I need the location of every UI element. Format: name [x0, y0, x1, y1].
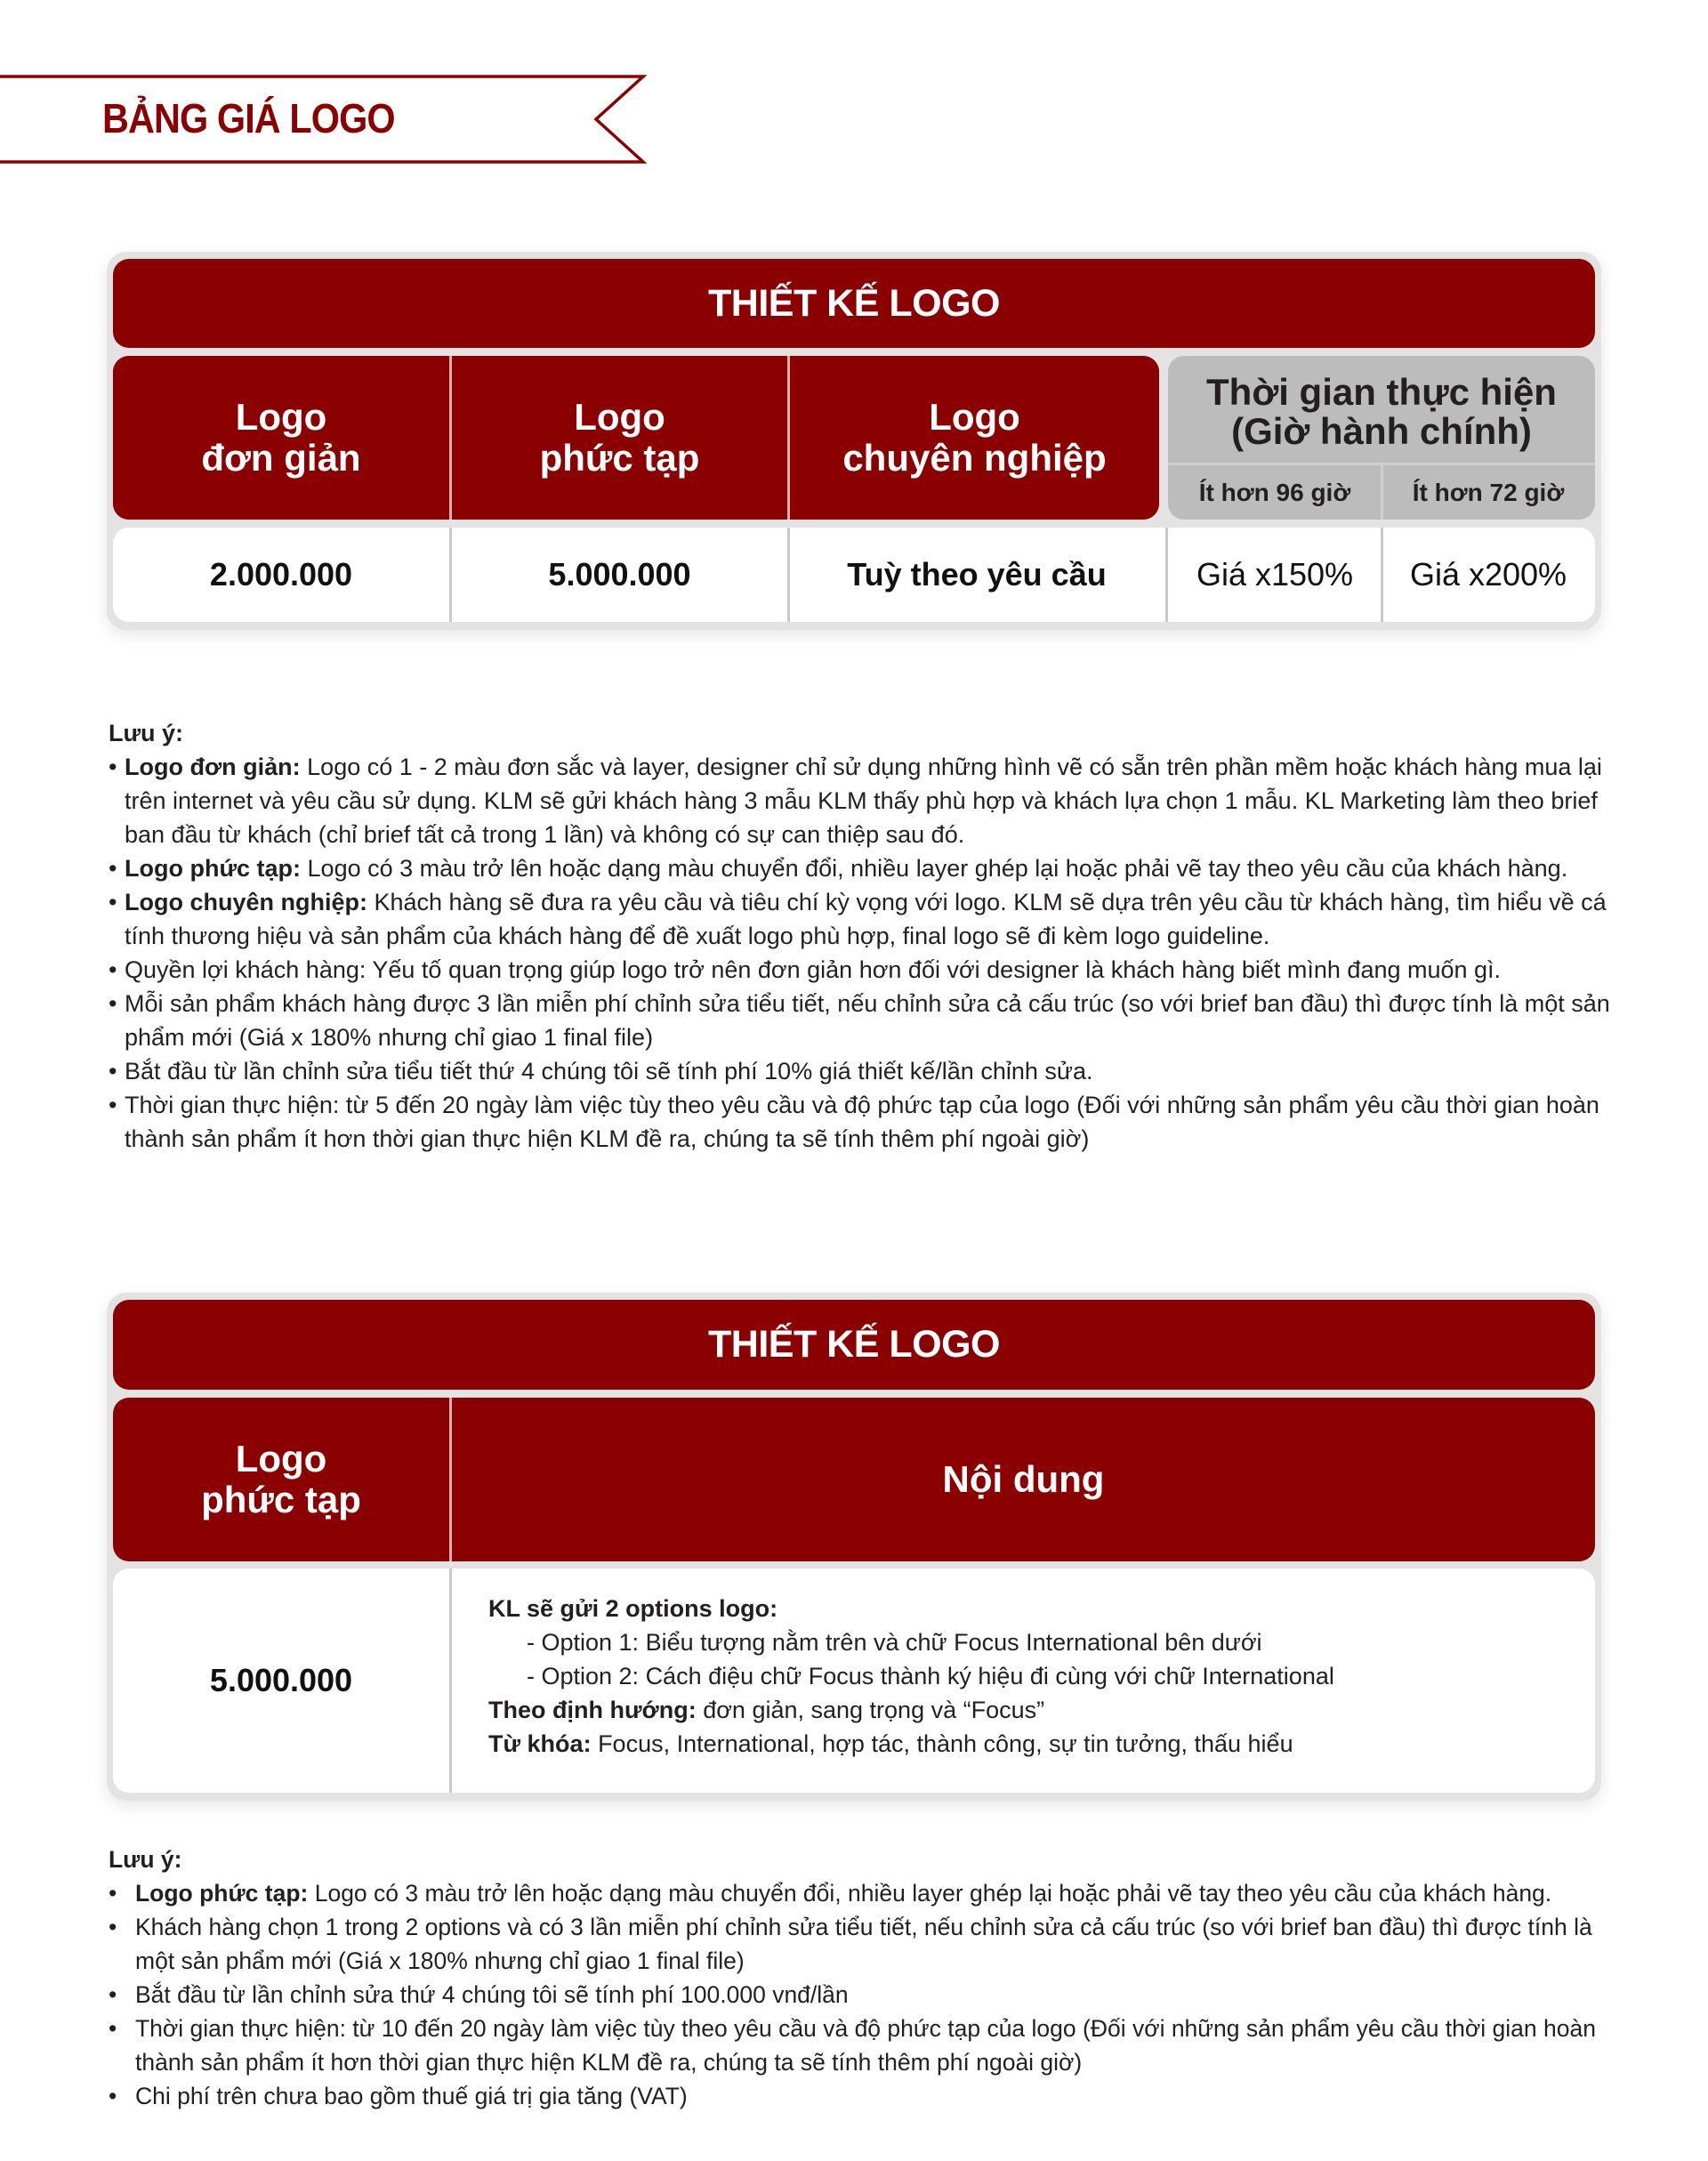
- time-sub-96: Ít hơn 96 giờ: [1198, 478, 1351, 506]
- content-description: [488, 1592, 1583, 1761]
- note-text: Chi phí trên chưa bao gồm thuế giá trị gia tăng (VAT): [135, 2083, 688, 2109]
- note-text: Logo có 3 màu trở lên hoặc dạng màu chuyển đổi, nhiều layer ghép lại hoặc phải vẽ tay theo yêu cầu của khách hàng.: [308, 1880, 1552, 1907]
- header-line: phức tạp: [201, 1479, 361, 1520]
- note-item: [109, 1910, 1603, 1978]
- row-divider: [449, 528, 452, 622]
- price-complex: 5.000.000: [548, 556, 691, 593]
- header-logo-complex: [452, 356, 787, 520]
- notes-heading: Lưu ý:: [109, 720, 184, 746]
- note-item: [109, 851, 1612, 885]
- keywords-text: Focus, International, hợp tác, thành công, sự tin tưởng, thấu hiểu: [591, 1730, 1293, 1757]
- column-divider: [449, 1398, 452, 1561]
- price-complex: 5.000.000: [209, 1662, 353, 1698]
- header-line: Logo: [929, 396, 1020, 438]
- row-divider: [449, 1568, 452, 1793]
- note-item: [109, 987, 1612, 1054]
- row-divider: [787, 528, 790, 622]
- time-sub-72: Ít hơn 72 giờ: [1412, 478, 1565, 506]
- note-item: [109, 750, 1612, 851]
- note-item: [109, 2012, 1603, 2079]
- header-line: Logo: [574, 396, 665, 438]
- row-divider: [1165, 528, 1168, 622]
- header-logo-professional: [790, 356, 1159, 520]
- notes-2: [109, 1842, 1603, 2113]
- price-72h: Giá x200%: [1409, 556, 1567, 593]
- header-line: Logo: [235, 1438, 327, 1480]
- note-text: Mỗi sản phẩm khách hàng được 3 lần miễn phí chỉnh sửa tiểu tiết, nếu chỉnh sửa cả cấu trúc (so với brief ban đầu) thì được tính là một sản phẩm mới (Giá x 180% nhưng chỉ giao 1 final file): [125, 990, 1610, 1051]
- header-logo-simple: [113, 356, 449, 520]
- time-header-line: (Giờ hành chính): [1231, 410, 1532, 452]
- direction-text: đơn giản, sang trọng và “Focus”: [696, 1697, 1045, 1723]
- price-professional: Tuỳ theo yêu cầu: [847, 556, 1107, 593]
- table-title: THIẾT KẾ LOGO: [113, 1300, 1595, 1390]
- note-label: Logo phức tạp:: [125, 855, 302, 882]
- note-item: [109, 1054, 1612, 1088]
- note-item: [109, 885, 1612, 953]
- note-text: Bắt đầu từ lần chỉnh sửa thứ 4 chúng tôi sẽ tính phí 100.000 vnđ/lần: [135, 1981, 849, 2008]
- note-label: Logo chuyên nghiệp:: [125, 889, 367, 915]
- note-item: [109, 1876, 1603, 1910]
- note-text: Quyền lợi khách hàng: Yếu tố quan trọng giúp logo trở nên đơn giản hơn đối với designer là khách hàng biết mình đang muốn gì.: [125, 956, 1502, 983]
- note-text: Logo có 1 - 2 màu đơn sắc và layer, designer chỉ sử dụng những hình vẽ có sẵn trên phần mềm hoặc khách hàng mua lại trên internet và yêu cầu sử dụng. KLM sẽ gửi khách hàng 3 mẫu KLM thấy phù hợp và khách lựa chọn 1 mẫu. KL Marketing làm theo brief ban đầu từ khách (chỉ brief tất cả trong 1 lần) và không có sự can thiệp sau đó.: [125, 754, 1602, 848]
- keywords-label: Từ khóa:: [488, 1730, 592, 1757]
- note-item: [109, 1978, 1603, 2012]
- price-simple: 2.000.000: [209, 556, 353, 593]
- time-header-line: Thời gian thực hiện: [1206, 371, 1557, 413]
- header-logo-complex: [113, 1398, 449, 1561]
- price-96h: Giá x150%: [1196, 556, 1354, 593]
- note-label: Logo đơn giản:: [125, 754, 301, 780]
- notes-heading: Lưu ý:: [109, 1846, 182, 1873]
- content-option: - Option 2: Cách điệu chữ Focus thành ký hiệu đi cùng với chữ International: [527, 1663, 1334, 1689]
- header-line: phức tạp: [539, 437, 700, 479]
- table-title: THIẾT KẾ LOGO: [113, 259, 1595, 348]
- note-item: [109, 953, 1612, 987]
- header-line: đơn giản: [201, 437, 361, 479]
- note-text: Bắt đầu từ lần chỉnh sửa tiểu tiết thứ 4 chúng tôi sẽ tính phí 10% giá thiết kế/lần chỉnh sửa.: [125, 1058, 1093, 1085]
- header-line: Logo: [235, 396, 327, 438]
- direction-label: Theo định hướng:: [488, 1697, 697, 1723]
- content-option: - Option 1: Biểu tượng nằm trên và chữ Focus International bên dưới: [527, 1629, 1262, 1656]
- column-divider: [787, 356, 790, 520]
- notes-1: [109, 716, 1612, 1156]
- note-item: [109, 1088, 1612, 1156]
- column-divider: [449, 356, 452, 520]
- header-line: chuyên nghiệp: [842, 437, 1107, 479]
- pricing-table-1: [107, 252, 1601, 630]
- note-item: [109, 2079, 1603, 2113]
- row-divider: [1381, 528, 1383, 622]
- time-sub-divider: [1381, 465, 1383, 520]
- note-text: Logo có 3 màu trở lên hoặc dạng màu chuyển đổi, nhiều layer ghép lại hoặc phải vẽ tay theo yêu cầu của khách hàng.: [301, 855, 1568, 882]
- header-content: Nội dung: [942, 1458, 1105, 1500]
- content-intro: KL sẽ gửi 2 options logo:: [488, 1595, 778, 1622]
- note-text: Khách hàng sẽ đưa ra yêu cầu và tiêu chí kỳ vọng với logo. KLM sẽ dựa trên yêu cầu từ khách hàng, tìm hiểu về cá tính thương hiệu và sản phẩm của khách hàng để đề xuất logo phù hợp, final logo sẽ đi kèm logo guideline.: [125, 889, 1607, 949]
- note-text: Khách hàng chọn 1 trong 2 options và có 3 lần miễn phí chỉnh sửa tiểu tiết, nếu chỉnh sửa cả cấu trúc (so với brief ban đầu) thì được tính là một sản phẩm mới (Giá x 180% nhưng chỉ giao 1 final file): [135, 1914, 1592, 1974]
- note-label: Logo phức tạp:: [135, 1880, 309, 1907]
- note-text: Thời gian thực hiện: từ 10 đến 20 ngày làm việc tùy theo yêu cầu và độ phức tạp của logo (Đối với những sản phẩm yêu cầu thời gian hoàn thành sản phẩm ít hơn thời gian thực hiện KLM đề ra, chúng ta sẽ tính thêm phí ngoài giờ): [135, 2015, 1596, 2076]
- time-header-title: [1168, 363, 1595, 461]
- note-text: Thời gian thực hiện: từ 5 đến 20 ngày làm việc tùy theo yêu cầu và độ phức tạp của logo (Đối với những sản phẩm yêu cầu thời gian hoàn thành sản phẩm ít hơn thời gian thực hiện KLM đề ra, chúng ta sẽ tính thêm phí ngoài giờ): [125, 1092, 1599, 1152]
- page-title: BẢNG GIÁ LOGO: [102, 95, 395, 141]
